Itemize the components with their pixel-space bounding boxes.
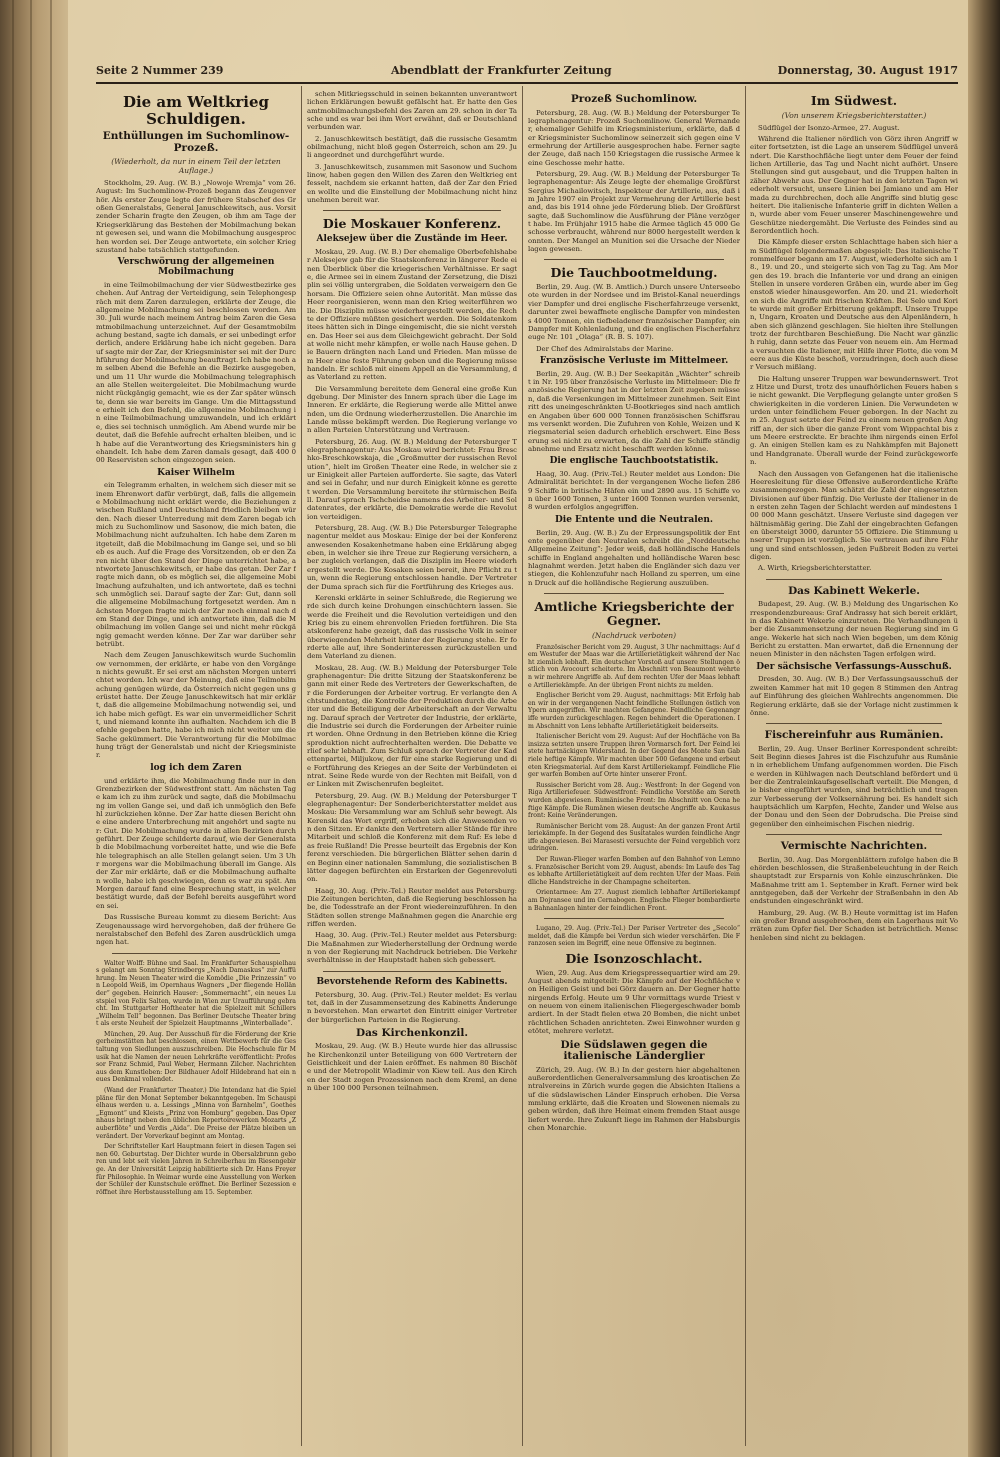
article-paragraph: Berlin, 29. Aug. (W. B.) Der Seekapitän „Wächter“ schreibt in Nr. 195 über französische Verluste im Mittelmeer: Die französische Regierung hat in der letzten Zeit zugeben müssen, daß die Versenkungen im Mittelmeer zunehmen. Seit Eintritt des uneingeschränkten U-Bootkrieges sind nach amtlichen Angaben über 600 000 Tonnen französischen Schiffsraums versenkt worden. Die Zufuhren von Kohle, Weizen und Kriegsmaterial seien dadurch erheblich erschwert. Eine Besserung sei nicht zu erwarten, da die Zahl der Schiffe ständig abnehme und Ersatz nicht beschafft werden könne.	[528, 369, 740, 453]
article-headline: Verschwörung der allgemeinen Mobilmachung	[117, 257, 275, 278]
article-headline: Die Moskauer Konferenz.	[322, 216, 502, 232]
column-rule	[301, 86, 302, 1446]
article-paragraph: Haag, 30. Aug. (Priv.-Tel.) Reuter meldet aus London: Die Admiralität berichtet: In der vergangenen Woche liefen 2869 Schiffe in britische Häfen ein und 2890 aus. 15 Schiffe von über 1600 Tonnen, 3 unter 1600 Tonnen wurden versenkt, 8 wurden erfolglos angegriffen.	[528, 470, 740, 512]
article-subline: (Wiederholt, da nur in einem Teil der letzten Auflage.)	[111, 157, 281, 176]
article-paragraph: ein Telegramm erhalten, in welchem sich dieser mit seinem Ehrenwort dafür verbürgt, daß, falls die allgemeine Mobilmachung nicht erklärt werde, die Beziehungen zwischen Rußland und Deutschland friedlich bleiben würden. Nach dieser Unterredung mit dem Zaren begab ich mich zu Suchomlinow und Sasonow, die mich baten, die Mobilmachung nicht aufzuhalten. Ich habe dem Zaren mitgeteilt, daß die Mobilmachung im Gange sei, und so blieb es auch. Auf die Frage des Vorsitzenden, ob er den Zaren nicht über den Stand der Dinge unterrichtet habe, antwortete Januschkewitsch, er habe das getan. Der Zar fragte mich dann, ob es möglich sei, die allgemeine Mobilmachung aufzuhalten, und ich antwortete, daß es technisch unmöglich sei. Darauf sagte der Zar: Gut, dann soll die allgemeine Mobilmachung fortgesetzt werden. Am nächsten Morgen fragte mich der Zar noch einmal nach dem Stand der Dinge, und ich antwortete ihm, daß die Mobilmachung im vollen Gange sei und nicht mehr rückgängig gemacht werden könne. Der Zar war darüber sehr betrübt.	[96, 481, 296, 648]
article-paragraph: Petersburg, 28. Aug. (W. B.) Meldung der Petersburger Telegraphenagentur: Prozeß Suchomlinow. General Wernander, ehemaliger Gehilfe im Kriegsministerium, erklärte, daß der Kriegsminister Suchomlinow seinerzeit sich gegen eine Vermehrung der Artillerie ausgesprochen habe. Ferner sagte der Zeuge, daß nach 150 Kriegstagen die russische Armee keine Geschosse mehr hatte.	[528, 108, 740, 167]
article-headline: Die englische Tauchbootstatistik.	[549, 456, 719, 467]
section-divider	[112, 953, 280, 954]
article-headline: Die Südslawen gegen die italienische Länderglier	[560, 1038, 708, 1063]
column-rule	[522, 86, 523, 1446]
article-paragraph: Berlin, 30. Aug. Das Morgenblättern zufolge haben die Behörden beschlossen, die Straßenbeleuchtung in der Reichshauptstadt zur Ersparnis von Kohle einzuschränken. Die Maßnahme tritt am 1. September in Kraft. Ferner wird bekanntgegeben, daß der Verkehr der Straßenbahn in den Abendstunden eingeschränkt wird.	[750, 855, 958, 906]
article-paragraph: Berlin, 29. Aug. (W. B. Amtlich.) Durch unsere Unterseeboote wurden in der Nordsee und im Bristol-Kanal neuerdings vier Dampfer und drei englische Fischerfahrzeuge versenkt, darunter zwei bewaffnete englische Dampfer von mindestens 4000 Tonnen, ein tiefbeladener französischer Dampfer, ein Dampfer mit Kohlenladung, und die englischen Fischerfahrzeuge Nr. 101 „Olaga“ (R. B. S. 107).	[528, 283, 740, 342]
article-paragraph: Stockholm, 29. Aug. (W. B.) „Nowoje Wremja“ vom 26. August: Im Suchomlinow-Prozeß begann das Zeugenverhör. Als erster Zeuge legte der frühere Stabschef des Großen Generalstabs, General Januschkewitsch, aus. Vorsitzender Scharin fragte den Zeugen, ob ihm am Tage der Kriegserklärung das Bestehen der Mobilmachung bekannt gewesen sei, und wann die Mobilmachung ausgesprochen worden sei. Der Zeuge antwortete, ein solcher Kriegszustand habe tatsächlich stattgefunden.	[96, 179, 296, 254]
article-paragraph: Berlin, 29. Aug. Unser Berliner Korrespondent schreibt: Seit Beginn dieses Jahres ist die Fischzufuhr aus Rumänien in erheblichem Umfang aufgenommen worden. Die Fische werden in Kühlwagen nach Deutschland befördert und über die Zentraleinkaufsgesellschaft verteilt. Die Mengen, die bisher eingeführt wurden, sind beträchtlich und tragen zur Verbesserung der Volksernährung bei. Es handelt sich hauptsächlich um Karpfen, Hechte, Zander und Welse aus der Donau und den Seen der Dobrudscha. Die Preise sind gegenüber den einheimischen Fischen niedrig.	[750, 744, 958, 828]
article-paragraph: Haag, 30. Aug. (Priv.-Tel.) Reuter meldet aus Petersburg: Die Maßnahmen zur Wiederherstellung der Ordnung werden von der Regierung mit Nachdruck betrieben. Die Verkehrsverhältnisse in der Hauptstadt haben sich gebessert.	[307, 931, 517, 965]
article-paragraph: Die Versammlung bereitete dem General eine große Kundgebung. Der Minister des Innern sprach über die Lage im Inneren. Er erklärte, die Regierung werde alle Mittel anwenden, um die Ordnung wiederherzustellen. Die Anarchie im Lande müsse bekämpft werden. Die Regierung verlange von allen Parteien Unterstützung und Vertrauen.	[307, 384, 517, 435]
article-headline: Die Isonzoschlacht.	[565, 951, 703, 966]
article-paragraph: Italienischer Bericht vom 29. August: Auf der Hochfläche von Bainsizza setzten unsere Truppen ihren Vormarsch fort. Der Feind leistete hartnäckigen Widerstand. In der Gegend des Monte San Gabriele heftige Kämpfe. Wir machten über 500 Gefangene und erbeuteten Kriegsmaterial. Auf dem Karst Artilleriekampf. Feindliche Flieger warfen Bomben auf Orte hinter unserer Front.	[528, 733, 740, 779]
article-headline: log ich dem Zaren	[150, 762, 242, 773]
section-divider	[323, 971, 501, 972]
section-divider	[766, 579, 942, 580]
section-divider	[544, 259, 724, 260]
article-paragraph: Moskau, 28. Aug. (W. B.) Meldung der Petersburger Telegraphenagentur: Die dritte Sitzung der Staatskonferenz begann mit einer Rede des Vertreters der Gewerkschaften, der die Forderungen der Arbeiter vortrug. Er verlangte den Achtstundentag, die Kontrolle der Produktion durch die Arbeiter und die Beteiligung der Arbeiterschaft an der Verwaltung. Darauf sprach der Vertreter der Industrie, der erklärte, die Industrie sei durch die Forderungen der Arbeiter ruiniert worden. Ohne Ordnung in den Betrieben könne die Kriegsproduktion nicht aufrechterhalten werden. Die Debatte verlief sehr lebhaft. Zum Schluß sprach der Vertreter der Kadettenpartei, Miljukow, der für eine starke Regierung und die Fortführung des Krieges an der Seite der Verbündeten eintrat. Seine Rede wurde von der Rechten mit Beifall, von der Linken mit Zwischenrufen begleitet.	[307, 663, 517, 789]
section-divider	[766, 723, 942, 724]
article-paragraph: Die Haltung unserer Truppen war bewundernswert. Trotz Hitze und Durst, trotz des unaufhörlichen Feuers haben sie nicht gewankt. Die Verpflegung gelangte unter großen Schwierigkeiten in die vorderen Linien. Die Verwundeten wurden unter feindlichem Feuer geborgen. In der Nacht zum 25. August setzte der Feind zu einem neuen großen Angriff an, der sich über die ganze Front vom Wippachtal bis zum Meere erstreckte. Er brachte ihm nirgends einen Erfolg. An einigen Stellen kam es zu Nahkämpfen mit Bajonett und Handgranate. Überall wurde der Feind zurückgeworfen.	[750, 374, 958, 467]
column-1	[96, 90, 296, 1445]
newspaper-title: Abendblatt der Frankfurter Zeitung	[391, 64, 612, 77]
article-paragraph: Petersburg, 28. Aug. (W. B.) Die Petersburger Telegraphenagentur meldet aus Moskau: Einige der bei der Konferenz anwesenden Kosakenhetmane haben eine Erklärung abgegeben, in welcher sie ihre Treue zur Regierung versichern, aber zugleich verlangen, daß die Disziplin im Heere wiederhergestellt werde. Die Kosaken seien bereit, ihre Pflicht zu tun, wenn die Regierung entschlossen handle. Der Vertreter der Duma sprach sich für die Fortführung des Krieges aus.	[307, 524, 517, 591]
column-rule	[745, 86, 746, 1446]
article-headline: Im Südwest.	[810, 93, 898, 108]
section-divider	[323, 210, 501, 211]
article-headline: Prozeß Suchomlinow.	[570, 93, 698, 105]
article-paragraph: in eine Teilmobilmachung der vier Südwestbezirke geschehen. Auf Antrag der Verteidigung, sein Telephongespräch mit dem Zaren darzulegen, erklärte der Zeuge, die allgemeine Mobilmachung sei beschlossen worden. Am 30. Juli wurde nach meinem Antrag beim Zaren die Gesamtmobilmachung unterzeichnet. Auf der Gesamtmobilmachung bestand, sagte ich damals, er sei unbedingt erforderlich, andere Erklärung habe ich nicht gegeben. Darauf sagte mir der Zar, der Kriegsminister sei mit der Durchführung der Mobilmachung beauftragt. Ich habe noch am selben Abend die Befehle an die Bezirke ausgegeben, und um 11 Uhr wurde die Mobilmachung telegraphisch an alle Stellen weitergeleitet. Die Mobilmachung wurde nicht rückgängig gemacht, wie es der Zar später wünschte, denn sie war bereits im Gange. Um die Mittagsstunde erhielt ich den Befehl, die allgemeine Mobilmachung in eine Teilmobilmachung umzuwandeln, und ich erklärte, dies sei technisch unmöglich. Am Abend wurde mir bedeutet, daß die Befehle aufrecht erhalten bleiben, und ich habe auf die Verantwortung des Kriegsministers hin gehandelt. Ich habe dem Zaren damals gesagt, daß 400 000 Reservisten schon eingezogen seien.	[96, 280, 296, 465]
article-paragraph: A. Wirth, Kriegsberichterstatter.	[758, 564, 872, 573]
article-paragraph: Nach dem Zeugen Januschkewitsch wurde Suchomlinow vernommen, der erklärte, er habe von den Vorgängen nichts gewußt. Er sei erst am nächsten Morgen unterrichtet worden. Ich war der Meinung, daß eine Teilmobilmachung genügen würde, da Österreich nicht gegen uns gerüstet hatte. Der Zeuge Januschkewitsch hat mir erklärt, daß die allgemeine Mobilmachung notwendig sei, und ich habe mich gefügt. Es war ein unvermeidlicher Schritt, und niemand konnte ihn aufhalten. Nachdem ich die Befehle gegeben hatte, habe ich mich nicht weiter um die Sache gekümmert. Die Verantwortung für die Mobilmachung trägt der Generalstab und nicht der Kriegsminister.	[96, 651, 296, 760]
article-paragraph: Englischer Bericht vom 29. August, nachmittags: Mit Erfolg haben wir in der vergangenen Nacht feindliche Stellungen östlich von Ypern angegriffen. Wir machten Gefangene. Feindliche Gegenangriffe wurden zurückgeschlagen. Regen behindert die Operationen. Im Abschnitt von Lens lebhafte Artillerietätigkeit beiderseits.	[528, 692, 740, 730]
article-paragraph: 3. Januschkewitsch, zusammen mit Sasonow und Suchomlinow, haben gegen den Willen des Zaren den Weltkrieg entfesselt, nachdem sie erkannt hatten, daß der Zar den Frieden wollte und die Einstellung der Mobilmachung nicht hinzunehmen bereit war.	[307, 162, 517, 205]
article-headline: Die Entente und die Neutralen.	[554, 514, 714, 525]
article-paragraph: München, 29. Aug. Der Ausschuß für die Förderung der Kriegerheimstätten hat beschlossen, einen Wettbewerb für die Gestaltung von Siedlungen auszuschreiben. Die Hochschule für Musik hat die Namen der neuen Lehrkräfte veröffentlicht: Professor Franz Schmid, Paul Weber, Hermann Zilcher. Nachrichten aus dem Kunstleben: Der Bildhauer Adolf Hildebrand hat ein neues Denkmal vollendet.	[96, 1030, 296, 1084]
column-3	[528, 90, 740, 1445]
article-paragraph: Die Kämpfe dieser ersten Schlachttage haben sich hier am Südflügel folgendermaßen abgespielt: Das italienische Trommelfeuer begann am 17. August, wiederholte sich am 18., 19. und 20., und steigerte sich von Tag zu Tag. Am Morgen des 19. brach die Infanterie vor und drang an einigen Stellen in unsere vorderen Gräben ein, wurde aber im Gegenstoß wieder hinausgeworfen. Am 20. und 21. wiederholten sich die Angriffe mit frischen Kräften. Bei Selo und Korite wurde mit großer Erbitterung gekämpft. Unsere Truppen, Ungarn, Kroaten und Deutsche aus den Alpenländern, haben sich glänzend geschlagen. Sie hielten ihre Stellungen trotz der furchtbaren Beschießung. Die Nacht war gänzlich ruhig, dann setzte das Feuer von neuem ein. Am Hermada versuchten die Italiener, mit Hilfe ihrer Flotte, die vom Meere aus die Küste beschoß, vorzudringen, doch auch dieser Versuch mißlang.	[750, 238, 958, 372]
article-paragraph: Der Chef des Admiralstabs der Marine.	[536, 344, 674, 353]
column-4	[750, 90, 958, 1445]
article-paragraph: Der Schriftsteller Karl Hauptmann feiert in diesen Tagen seinen 60. Geburtstag. Der Dichter wurde in Obersalzbrunn geboren und lebt seit vielen Jahren in Schreiberhau im Riesengebirge. An der Universität Leipzig habilitierte sich Dr. Hans Freyer für Philosophie. In Weimar wurde eine Ausstellung von Werken der Schüler der Kunstschule eröffnet. Die Berliner Sezession eröffnet ihre Herbstausstellung am 15. September.	[96, 1143, 296, 1196]
article-headline: Amtliche Kriegsberichte der Gegner.	[534, 599, 734, 628]
article-paragraph: Moskau, 29. Aug. (W. B.) Heute wurde hier das allrussische Kirchenkonzil unter Beteiligung von 600 Vertretern der Geistlichkeit und der Laien eröffnet. Es nahmen 80 Bischöfe und der Metropolit Wladimir von Kiew teil. Aus den Kirchen der Stadt zogen Prozessionen nach dem Kreml, an denen über 100 000 Personen teilnahmen.	[307, 1042, 517, 1093]
binding-line	[12, 0, 14, 1457]
article-paragraph: Südflügel der Isonzo-Armee, 27. August.	[758, 123, 900, 132]
article-headline: Aleksejew über die Zustände im Heer.	[316, 234, 508, 245]
article-paragraph: Hamburg, 29. Aug. (W. B.) Heute vormittag ist im Hafen ein großer Brand ausgebrochen, dem ein Lagerhaus mit Vorräten zum Opfer fiel. Der Schaden ist beträchtlich. Menschenleben sind nicht zu beklagen.	[750, 908, 958, 942]
article-headline: Bevorstehende Reform des Kabinetts.	[316, 976, 508, 987]
article-paragraph: Während die Italiener nördlich von Görz ihren Angriff weiter fortsetzten, ist die Lage an unserem Südflügel unverändert. Die Karsthochfläche liegt unter dem Feuer der feindlichen Artillerie, das Tag und Nacht nicht aufhört. Unsere Stellungen sind gut ausgebaut, und die Truppen halten in zäher Abwehr aus. Der Gegner hat in den letzten Tagen wiederholt versucht, unsere Linien bei Jamiano und am Hermada zu durchbrechen, doch alle Angriffe sind blutig gescheitert. Die italienische Infanterie griff in dichten Wellen an, wurde aber vom Feuer unserer Maschinengewehre und Geschütze niedergemäht. Die Verluste des Feindes sind außerordentlich hoch.	[750, 135, 958, 235]
article-subline: (Nachdruck verboten)	[591, 630, 677, 640]
article-paragraph: schen Mitkriegsschuld in seinen bekannten unverantwortlichen Erklärungen bewußt gefälscht hat. Er hatte den Gesamtmobilmachungsbefehl des Zaren am 29. schon in der Tasche und es war bei ihm Wort erwähnt, daß er Deutschland verbunden war.	[307, 90, 517, 132]
article-headline: Die am Weltkrieg Schuldigen.	[122, 93, 270, 128]
article-headline: Französische Verluste im Mittelmeer.	[539, 355, 729, 366]
article-headline: Enthüllungen im Suchomlinow-Prozeß.	[102, 130, 290, 154]
article-paragraph: (Wand der Frankfurter Theater.) Die Intendanz hat die Spielpläne für den Monat September bekanntgegeben. Im Schauspielhaus werden u. a. Lessings „Minna von Barnhelm“, Goethes „Egmont“ und Kleists „Prinz von Homburg“ gegeben. Das Opernhaus bringt neben den üblichen Repertoirewerken Mozarts „Zauberflöte“ und Verdis „Aida“. Die Preise der Plätze bleiben unverändert. Der Vorverkauf beginnt am Montag.	[96, 1087, 296, 1140]
article-paragraph: Zürich, 29. Aug. (W. B.) In der gestern hier abgehaltenen außerordentlichen Generalversammlung des kroatischen Zentralvereins in Zürich wurde gegen die Absichten Italiens auf die südslawischen Länder Einspruch erhoben. Die Versammlung erklärte, daß die Kroaten und Slowenen niemals zugeben würden, daß ihre Heimat einem fremden Staat ausgeliefert werde. Ihre Zukunft liege im Rahmen der Habsburgischen Monarchie.	[528, 1065, 740, 1132]
article-paragraph: Petersburg, 29. Aug. (W. B.) Meldung der Petersburger Telegraphenagentur: Als Zeuge legte der ehemalige Großfürst Sergius Michailowitsch, Inspekteur der Artillerie, aus, daß im Jahre 1907 ein Projekt zur Vermehrung der Artillerie bestand, das bis 1914 ohne jede Förderung blieb. Der Großfürst sagte, daß Suchomlinow die Ausführung der Pläne verzögert habe. Im Frühjahr 1915 habe die Armee täglich 45 000 Geschosse verbraucht, während nur 8000 hergestellt werden konnten. Der Mangel an Munition sei die Ursache der Niederlagen gewesen.	[528, 169, 740, 254]
book-binding	[0, 0, 68, 1457]
article-paragraph: 2. Januschkewitsch bestätigt, daß die russische Gesamtmobilmachung, nicht bloß gegen Österreich, schon am 29. Juli angeordnet und durchgeführt wurde.	[307, 134, 517, 160]
article-paragraph: Berlin, 29. Aug. (W. B.) Zu der Erpressungspolitik der Entente gegenüber den Neutralen schreibt die „Norddeutsche Allgemeine Zeitung“: Jeder weiß, daß holländische Handelsschiffe in England angehalten und holländische Waren beschlagnahmt werden. Jetzt haben die Engländer sich dazu verstiegen, die Kohlenzufuhr nach Holland zu sperren, um einen Druck auf die holländische Regierung auszuüben.	[528, 528, 740, 587]
article-paragraph: Der Ruwan-Flieger warfen Bomben auf den Bahnhof von Lemnos. Französischer Bericht vom 29. August, abends: Im Laufe des Tages lebhafte Artillerietätigkeit auf dem rechten Ufer der Maas. Feindliche Handstreiche in der Champagne scheiterten.	[528, 856, 740, 886]
page-header	[96, 60, 958, 84]
section-divider	[544, 918, 724, 919]
article-headline: Das Kirchenkonzil.	[356, 1026, 468, 1039]
article-headline: Kaiser Wilhelm	[157, 467, 235, 478]
article-headline: Vermischte Nachrichten.	[780, 840, 928, 853]
article-subline: (Von unserem Kriegsberichterstatter.)	[781, 110, 927, 120]
article-headline: Die Tauchbootmeldung.	[550, 265, 718, 281]
page-edge	[968, 0, 1000, 1457]
binding-line	[30, 0, 32, 1457]
article-paragraph: Nach den Aussagen von Gefangenen hat die italienische Heeresleitung für diese Offensive außerordentliche Kräfte zusammengezogen. Man schätzt die Zahl der eingesetzten Divisionen auf über fünfzig. Die Verluste der Italiener in den ersten zehn Tagen der Schlacht werden auf mindestens 100 000 Mann geschätzt. Unsere Verluste sind dagegen verhältnismäßig gering. Die Zahl der eingebrachten Gefangenen übersteigt 3000, darunter 55 Offiziere. Die Stimmung unserer Truppen ist vorzüglich. Sie vertrauen auf ihre Führung und sind entschlossen, jeden Fußbreit Boden zu verteidigen.	[750, 469, 958, 561]
article-headline: Das Kabinett Wekerle.	[788, 584, 920, 597]
article-paragraph: Rumänischer Bericht vom 28. August: An der ganzen Front Artilleriekämpfe. In der Gegend des Susitatales wurden feindliche Angriffe abgewiesen. Bei Marasesti versuchte der Feind vergeblich vorzudringen.	[528, 822, 740, 853]
article-paragraph: und erklärte ihm, die Mobilmachung finde nur in den Grenzbezirken der Südwestfront statt. Am nächsten Tage kam ich zu ihm zurück und sagte, daß die Mobilmachung im vollen Gange sei, und daß ich unmöglich den Befehl zurückziehen könne. Der Zar hatte diesen Bericht ohne eine andere Unterbrechung mit angehört und sagte nur: Gut. Die Mobilmachung wurde in allen Bezirken durchgeführt. Der Zeuge schilderte darauf, wie der Generalstab die Mobilmachung vorbereitet hatte, und wie die Befehle telegraphisch an alle Stellen gelangt seien. Um 3 Uhr morgens war die Mobilmachung überall im Gange. Als der Zar mir erklärte, daß er die Mobilmachung aufhalten wolle, habe ich geschwiegen, denn es war zu spät. Am Morgen darauf fand eine Besprechung statt, in welcher bestätigt wurde, daß der Befehl bereits ausgeführt worden sei.	[96, 776, 296, 910]
section-divider	[766, 834, 942, 835]
page-number: Seite 2 Nummer 239	[96, 64, 224, 77]
article-paragraph: Französischer Bericht vom 29. August, 3 Uhr nachmittags: Auf dem Westufer der Maas war die Artillerietätigkeit während der Nacht ziemlich lebhaft. Ein deutscher Vorstoß auf unsere Stellungen östlich von Avocourt scheiterte. Im Abschnitt von Beaumont wehrten wir mehrere Angriffe ab. Auf dem rechten Ufer der Maas lebhafte Artilleriekämpfe. An der übrigen Front nichts zu melden.	[528, 643, 740, 689]
article-paragraph: Dresden, 30. Aug. (W. B.) Der Verfassungsausschuß der zweiten Kammer hat mit 10 gegen 8 Stimmen den Antrag auf Einführung des gleichen Wahlrechts angenommen. Die Regierung erklärte, daß sie der Vorlage nicht zustimmen könne.	[750, 675, 958, 717]
column-2	[307, 90, 517, 1445]
article-paragraph: Petersburg, 26. Aug. (W. B.) Meldung der Petersburger Telegraphenagentur: Aus Moskau wird berichtet: Frau Breschko-Breschkowskaja, die „Großmutter der russischen Revolution“, hielt im Großen Theater eine Rede, in welcher sie zur Einigkeit aller Parteien aufforderte. Sie sagte, das Vaterland sei in Gefahr, und nur durch Einigkeit könne es gerettet werden. Die Versammlung bereitete ihr stürmischen Beifall. Darauf sprach Tschcheidse namens des Arbeiter- und Soldatenrates, der erklärte, die Demokratie werde die Revolution verteidigen.	[307, 437, 517, 521]
article-paragraph: Lugano, 29. Aug. (Priv.-Tel.) Der Pariser Vertreter des „Secolo“ meldet, daß die Kämpfe bei Verdun sich wieder verschärfen. Die Franzosen seien im Begriff, eine neue Offensive zu beginnen.	[528, 925, 740, 948]
issue-date: Donnerstag, 30. August 1917	[777, 64, 958, 77]
article-paragraph: Orientarmee: Am 27. August ziemlich lebhafter Artilleriekampf am Dojransee und im Cernabogen. Englische Flieger bombardierten Bahnanlagen hinter der feindlichen Front.	[528, 889, 740, 912]
article-paragraph: Walter Wolff: Bühne und Saal. Im Frankfurter Schauspielhaus gelangt am Sonntag Strindbergs „Nach Damaskus“ zur Aufführung. Im Neuen Theater wird die Komödie „Die Prinzessin“ von Leopold Weiß, im Opernhaus Wagners „Der fliegende Holländer“ gegeben. Heinrich Hauser: „Sommernacht“, ein neues Lustspiel von Felix Salten, wurde in Wien zur Uraufführung gebracht. Im Stuttgarter Hoftheater hat die Spielzeit mit Schillers „Wilhelm Tell“ begonnen. Das Berliner Deutsche Theater bringt als erste Neuheit der Spielzeit Hauptmanns „Winterballade“.	[96, 959, 296, 1028]
article-paragraph: Budapest, 29. Aug. (W. B.) Meldung des Ungarischen Korrespondenzbureaus: Graf Andrassy hat sich bereit erklärt, in das Kabinett Wekerle einzutreten. Die Verhandlungen über die Zusammensetzung der neuen Regierung sind im Gange. Wekerle hat sich nach Wien begeben, um dem König Bericht zu erstatten. Man erwartet, daß die Ernennung der neuen Minister in den nächsten Tagen erfolgen wird.	[750, 600, 958, 659]
binding-line	[50, 0, 52, 1457]
article-headline: Fischereinfuhr aus Rumänien.	[764, 729, 944, 742]
article-paragraph: Petersburg, 29. Aug. (W. B.) Meldung der Petersburger Telegraphenagentur: Der Sonderberichterstatter meldet aus Moskau: Die Versammlung war am Schluß sehr bewegt. Als Kerenski das Wort ergriff, erhoben sich die Anwesenden von den Sitzen. Er dankte den Vertretern aller Stände für ihre Mitarbeit und schloß die Konferenz mit dem Ruf: Es lebe das freie Rußland! Die Presse beurteilt das Ergebnis der Konferenz verschieden. Die bürgerlichen Blätter sehen darin den Beginn einer nationalen Sammlung, die sozialistischen Blätter dagegen befürchten ein Erstarken der Gegenrevolution.	[307, 791, 517, 884]
article-paragraph: Russischer Bericht vom 28. Aug.: Westfront: In der Gegend von Riga Artilleriefeuer. Südwestfront: Feindliche Vorstöße am Sereth wurden abgewiesen. Rumänische Front: Im Abschnitt von Ocna heftige Kämpfe. Die Rumänen wiesen deutsche Angriffe ab. Kaukasusfront: Keine Veränderungen.	[528, 781, 740, 820]
article-paragraph: Wien, 29. Aug. Aus dem Kriegspressequartier wird am 29. August abends mitgeteilt: Die Kämpfe auf der Hochfläche von Heiligen Geist und bei Görz dauern an. Der Gegner hatte nirgends Erfolg. Heute um 9 Uhr vormittags wurde Triest von neuem von einem italienischen Fliegergeschwader bombardiert. In der Stadt fielen etwa 20 Bomben, die nicht unbeträchtlichen Schaden anrichteten. Zwei Einwohner wurden getötet, mehrere verletzt.	[528, 968, 740, 1036]
article-paragraph: Das Russische Bureau kommt zu diesem Bericht: Aus Zeugenaussage wird hervorgehoben, daß der frühere Generalstabschef den Befehl des Zaren ausdrücklich umgangen hat.	[96, 913, 296, 947]
article-paragraph: Petersburg, 30. Aug. (Priv.-Tel.) Reuter meldet: Es verlautet, daß in der Zusammensetzung des Kabinetts Änderungen bevorstehen. Man erwartet den Eintritt einiger Vertreter der bürgerlichen Parteien in die Regierung.	[307, 990, 517, 1024]
article-paragraph: Moskau, 29. Aug. (W. B.) Der ehemalige Oberbefehlshaber Aleksejew gab für die Staatskonferenz in längerer Rede einen Überblick über die kriegerischen Verhältnisse. Er sagte, die Armee sei in einem Zustand der Zersetzung, die Disziplin sei völlig untergraben, die Soldaten verweigern den Gehorsam. Die Offiziere seien ohne Autorität. Man müsse das Heer reorganisieren, wenn man den Krieg weiterführen wolle. Die Disziplin müsse wiederhergestellt werden, die Rechte der Offiziere müßten gesichert werden. Die Soldatenkomitees hätten sich in Dinge eingemischt, die sie nicht verstehen. Das Heer sei aus dem Gleichgewicht gebracht. Der Soldat wolle nicht mehr kämpfen, er wolle nach Hause gehen. Die Bauern drängten nach Land und Frieden. Man müsse dem Heer eine feste Führung geben und die Regierung müsse handeln. Er schloß mit einem Appell an die Versammlung, das Vaterland zu retten.	[307, 248, 517, 382]
article-headline: Der sächsische Verfassungs-Ausschuß.	[756, 661, 952, 672]
article-paragraph: Haag, 30. Aug. (Priv.-Tel.) Reuter meldet aus Petersburg: Die Zeitungen berichten, daß die Regierung beschlossen habe, die Todesstrafe an der Front wiedereinzuführen. In den Städten sollen strenge Maßnahmen gegen die Anarchie ergriffen werden.	[307, 886, 517, 928]
article-paragraph: Kerenski erklärte in seiner Schlußrede, die Regierung werde sich durch keine Drohungen einschüchtern lassen. Sie werde die Freiheit und die Revolution verteidigen und den Krieg bis zu einem ehrenvollen Frieden fortführen. Die Staatskonferenz habe gezeigt, daß das russische Volk in seiner überwiegenden Mehrheit hinter der Regierung stehe. Er forderte alle auf, ihre Sonderinteressen zurückzustellen und dem Vaterland zu dienen.	[307, 593, 517, 661]
section-divider	[544, 593, 724, 594]
